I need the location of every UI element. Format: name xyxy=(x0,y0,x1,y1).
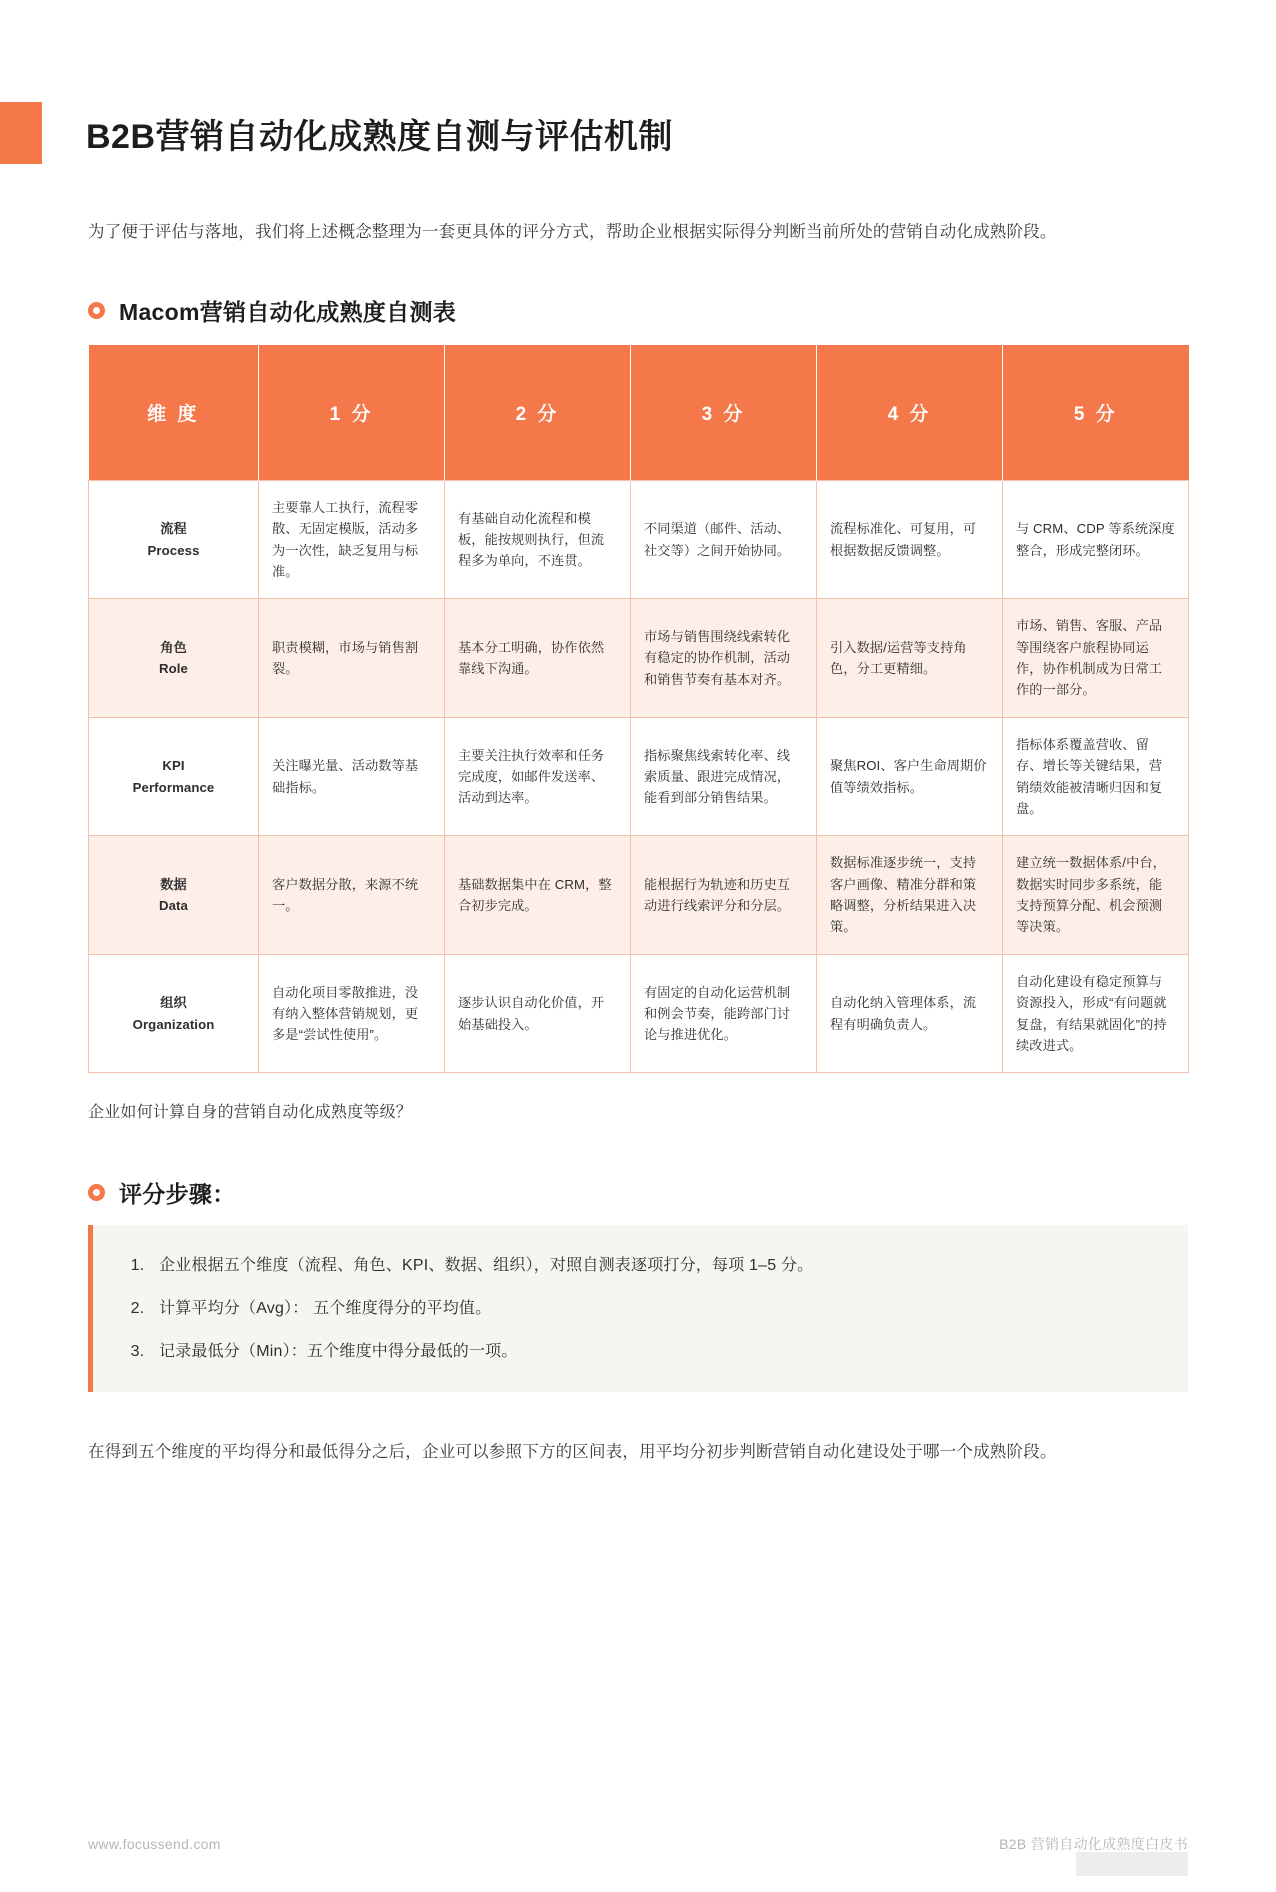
dimension-cell xyxy=(89,599,259,718)
footer-document-title: B2B 营销自动化成熟度白皮书 xyxy=(999,1836,1188,1852)
score-cell-1: 关注曝光量、活动数等基础指标。 xyxy=(259,717,445,836)
footer-corner-tab xyxy=(1076,1852,1188,1876)
score-cell-4: 数据标准逐步统一，支持客户画像、精准分群和策略调整，分析结果进入决策。 xyxy=(817,836,1003,955)
score-cell-3: 能根据行为轨迹和历史互动进行线索评分和分层。 xyxy=(631,836,817,955)
steps-section-heading-label: 评分步骤： xyxy=(119,1181,236,1208)
list-item: 1. 企业根据五个维度（流程、角色、KPI、数据、组织），对照自测表逐项打分，每项 1–5 分。 xyxy=(149,1253,1154,1279)
score-cell-5: 市场、销售、客服、产品等围绕客户旅程协同运作，协作机制成为日常工作的一部分。 xyxy=(1003,599,1189,718)
table-section-heading xyxy=(88,294,1188,327)
table-header-row xyxy=(89,345,1189,481)
table-header-score-1: 1 分 xyxy=(259,345,445,481)
score-cell-3: 有固定的自动化运营机制和例会节奏，能跨部门讨论与推进优化。 xyxy=(631,954,817,1073)
score-cell-5: 指标体系覆盖营收、留存、增长等关键结果，营销绩效能被清晰归因和复盘。 xyxy=(1003,717,1189,836)
steps-list xyxy=(123,1253,1154,1364)
page-title-row xyxy=(0,102,1276,164)
steps-callout-box xyxy=(88,1225,1188,1392)
score-cell-2: 基本分工明确，协作依然靠线下沟通。 xyxy=(445,599,631,718)
table-header-dimension: 维 度 xyxy=(89,345,259,481)
dimension-label-cn: 流程 xyxy=(160,521,187,537)
dimension-label-cn: 组织 xyxy=(160,995,187,1011)
score-cell-2: 基础数据集中在 CRM，整合初步完成。 xyxy=(445,836,631,955)
list-item: 3. 记录最低分（Min）：五个维度中得分最低的一项。 xyxy=(149,1339,1154,1365)
score-cell-3: 市场与销售围绕线索转化有稳定的协作机制，活动和销售节奏有基本对齐。 xyxy=(631,599,817,718)
score-cell-3: 指标聚焦线索转化率、线索质量、跟进完成情况，能看到部分销售结果。 xyxy=(631,717,817,836)
score-cell-4: 流程标准化、可复用，可根据数据反馈调整。 xyxy=(817,480,1003,599)
score-cell-5: 自动化建设有稳定预算与资源投入，形成“有问题就复盘，有结果就固化”的持续改进式。 xyxy=(1003,954,1189,1073)
maturity-table xyxy=(88,345,1189,1074)
table-row xyxy=(89,599,1189,718)
score-cell-2: 主要关注执行效率和任务完成度，如邮件发送率、活动到达率。 xyxy=(445,717,631,836)
score-cell-5: 与 CRM、CDP 等系统深度整合，形成完整闭环。 xyxy=(1003,480,1189,599)
table-row xyxy=(89,954,1189,1073)
dimension-cell xyxy=(89,954,259,1073)
list-item: 2. 计算平均分（Avg）： 五个维度得分的平均值。 xyxy=(149,1296,1154,1322)
closing-paragraph: 在得到五个维度的平均得分和最低得分之后，企业可以参照下方的区间表，用平均分初步判断营销自动化建设处于哪一个成熟阶段。 xyxy=(88,1443,1057,1462)
table-row xyxy=(89,836,1189,955)
table-header-score-5: 5 分 xyxy=(1003,345,1189,481)
score-cell-1: 主要靠人工执行，流程零散、无固定模版，活动多为一次性，缺乏复用与标准。 xyxy=(259,480,445,599)
dimension-label-en: Performance xyxy=(132,779,215,795)
ring-bullet-icon xyxy=(88,302,105,319)
table-header-score-2: 2 分 xyxy=(445,345,631,481)
dimension-cell xyxy=(89,836,259,955)
score-cell-4: 聚焦ROI、客户生命周期价值等绩效指标。 xyxy=(817,717,1003,836)
table-row xyxy=(89,480,1189,599)
page-content xyxy=(0,216,1276,1470)
table-header-score-4: 4 分 xyxy=(817,345,1003,481)
score-cell-1: 自动化项目零散推进，没有纳入整体营销规划，更多是“尝试性使用”。 xyxy=(259,954,445,1073)
steps-section-heading xyxy=(88,1176,1188,1209)
table-section-heading-label: Macom营销自动化成熟度自测表 xyxy=(119,298,457,325)
dimension-label-cn: 数据 xyxy=(160,876,187,892)
page-title: B2B营销自动化成熟度自测与评估机制 xyxy=(86,117,674,156)
below-table-question: 企业如何计算自身的营销自动化成熟度等级？ xyxy=(88,1104,413,1122)
dimension-label-cn: KPI xyxy=(162,758,185,774)
score-cell-4: 引入数据/运营等支持角色，分工更精细。 xyxy=(817,599,1003,718)
dimension-cell xyxy=(89,717,259,836)
dimension-label-en: Process xyxy=(147,542,200,558)
dimension-label-cn: 角色 xyxy=(160,639,187,655)
score-cell-2: 有基础自动化流程和模板，能按规则执行，但流程多为单向，不连贯。 xyxy=(445,480,631,599)
score-cell-4: 自动化纳入管理体系，流程有明确负责人。 xyxy=(817,954,1003,1073)
score-cell-1: 客户数据分散，来源不统一。 xyxy=(259,836,445,955)
title-accent-bar xyxy=(0,102,42,164)
dimension-cell xyxy=(89,480,259,599)
footer-website: www.focussend.com xyxy=(88,1836,221,1852)
dimension-label-en: Data xyxy=(159,898,188,914)
table-header-score-3: 3 分 xyxy=(631,345,817,481)
score-cell-2: 逐步认识自动化价值，开始基础投入。 xyxy=(445,954,631,1073)
page-footer xyxy=(88,1834,1188,1854)
score-cell-1: 职责模糊，市场与销售割裂。 xyxy=(259,599,445,718)
dimension-label-en: Organization xyxy=(132,1016,215,1032)
score-cell-5: 建立统一数据体系/中台，数据实时同步多系统，能支持预算分配、机会预测等决策。 xyxy=(1003,836,1189,955)
intro-paragraph: 为了便于评估与落地，我们将上述概念整理为一套更具体的评分方式，帮助企业根据实际得分判断当前所处的营销自动化成熟阶段。 xyxy=(88,223,1057,241)
dimension-label-en: Role xyxy=(159,661,188,677)
ring-bullet-icon xyxy=(88,1184,105,1201)
score-cell-3: 不同渠道（邮件、活动、社交等）之间开始协同。 xyxy=(631,480,817,599)
table-row xyxy=(89,717,1189,836)
